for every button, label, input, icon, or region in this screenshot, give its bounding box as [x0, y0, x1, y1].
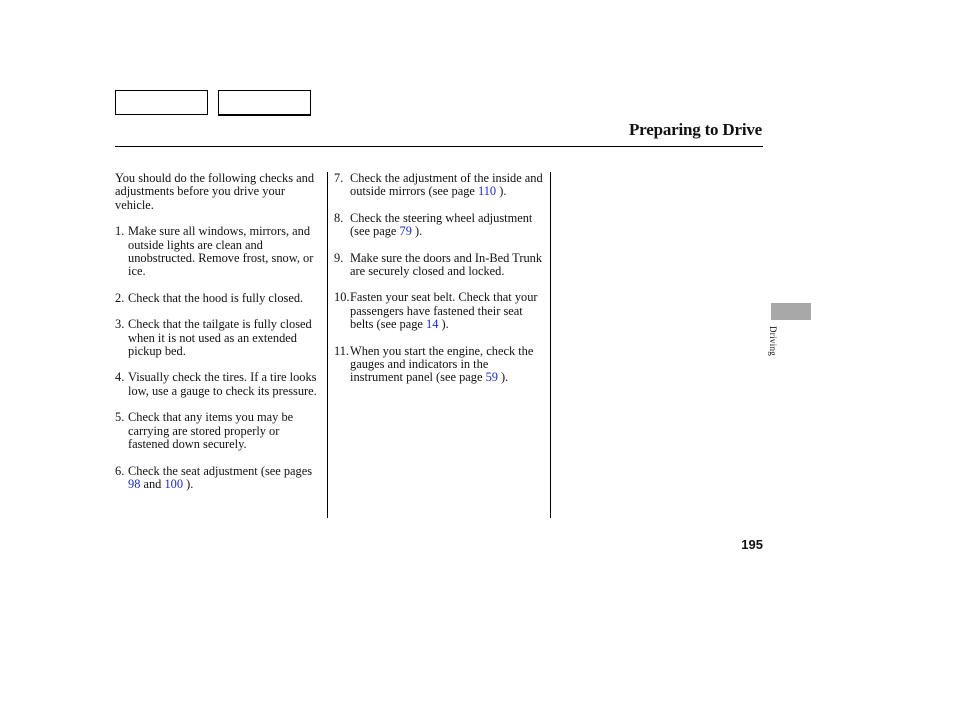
item-text: Check the steering wheel adjustment (see page [350, 210, 533, 239]
right-column [334, 172, 544, 398]
item-text: Check that the hood is fully closed. [128, 290, 304, 305]
item-text: Fasten your seat belt. Check that your passengers have fastened their seat belts (see page [350, 290, 538, 332]
list-item [115, 465, 323, 492]
item-number: 11. [334, 343, 350, 358]
item-text: Visually check the tires. If a tire looks low, use a gauge to check its pressure. [128, 370, 317, 398]
page-link-79[interactable]: 79 [399, 224, 412, 239]
page-link-100[interactable]: 100 [164, 476, 184, 491]
page-title: Preparing to Drive [629, 120, 762, 139]
item-text: ). [497, 370, 509, 385]
item-number: 6. [115, 463, 125, 478]
item-text: Check the adjustment of the inside and outside mirrors (see page [350, 171, 543, 199]
item-text: Make sure the doors and In-Bed Trunk are securely closed and locked. [350, 250, 543, 279]
list-item [115, 371, 323, 398]
item-number: 3. [115, 317, 125, 332]
page-link-59[interactable]: 59 [485, 370, 498, 385]
list-item [334, 291, 544, 331]
item-text: ). [183, 476, 194, 491]
item-number: 5. [115, 410, 125, 425]
page-link-14[interactable]: 14 [426, 317, 439, 332]
list-item [334, 172, 544, 199]
intro-text: You should do the following checks and adjustments before you drive your vehicle. [115, 171, 315, 212]
item-number: 7. [334, 171, 344, 185]
list-item [334, 252, 544, 279]
page-link-98[interactable]: 98 [128, 476, 141, 491]
column-divider [327, 172, 328, 518]
index-button[interactable] [218, 90, 311, 116]
list-item [334, 212, 544, 239]
item-number: 2. [115, 290, 125, 305]
main-menu-button[interactable] [115, 90, 208, 115]
item-text: and [140, 476, 165, 491]
item-text: Make sure all windows, mirrors, and outside lights are clean and unobstructed. Remove frost, snow, or ice. [128, 224, 314, 279]
item-number: 10. [334, 290, 350, 305]
list-item [115, 225, 323, 279]
section-tab-label: Driving [768, 326, 778, 357]
item-text: ). [438, 317, 449, 332]
list-item [115, 318, 323, 358]
section-tab[interactable] [771, 303, 811, 320]
item-text: When you start the engine, check the gauges and indicators in the instrument panel (see page [350, 343, 534, 385]
item-text: ). [411, 224, 423, 239]
item-number: 9. [334, 250, 344, 265]
item-text: Check that the tailgate is fully closed when it is not used as an extended pickup bed. [128, 317, 312, 359]
left-column [115, 172, 323, 504]
checklist-right [334, 172, 544, 385]
item-number: 1. [115, 224, 125, 239]
item-text: Check the seat adjustment (see pages [128, 463, 313, 478]
list-item [334, 345, 544, 385]
item-text: Check that any items you may be carrying are stored properly or fastened down securely. [128, 410, 294, 452]
header-rule [115, 146, 763, 147]
page-number: 195 [741, 537, 763, 552]
checklist-left [115, 225, 323, 491]
item-text: ). [496, 184, 507, 199]
item-number: 4. [115, 370, 125, 385]
list-item [115, 292, 323, 305]
column-divider [550, 172, 551, 518]
list-item [115, 411, 323, 451]
item-number: 8. [334, 210, 344, 225]
page-link-110[interactable]: 110 [478, 184, 497, 199]
